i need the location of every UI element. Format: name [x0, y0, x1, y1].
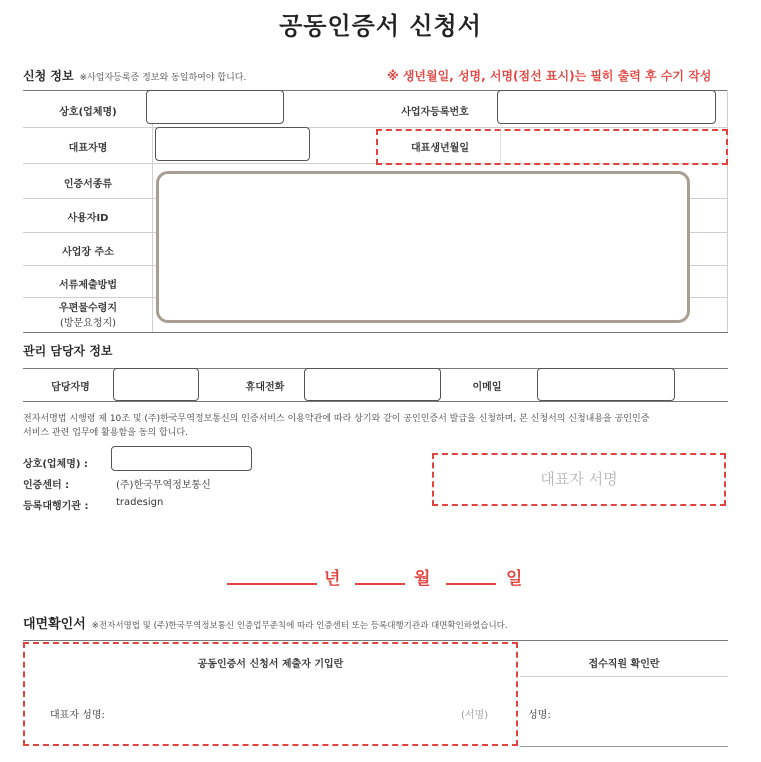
table-right-border — [727, 90, 728, 332]
year-label: 년 — [324, 569, 341, 589]
rep-birth-label: 대표생년월일 — [411, 143, 469, 154]
agency-value: tradesign — [116, 497, 164, 508]
business-no-label: 사업자등록번호 — [401, 107, 469, 118]
signature-placeholder: 대표자 서명 — [540, 470, 618, 488]
manager-phone-input[interactable] — [304, 368, 441, 401]
manager-email-input[interactable] — [537, 368, 675, 401]
consent-line-2: 서비스 관련 업무에 활용함을 동의 합니다. — [23, 428, 188, 438]
staff-title: 접수직원 확인란 — [588, 659, 660, 670]
manager-email-label: 이메일 — [472, 382, 502, 393]
submit-method-label: 서류제출방법 — [59, 280, 117, 291]
agency-label: 등록대행기관 : — [23, 501, 89, 512]
table-bottom-border — [23, 332, 728, 333]
manager-name-input[interactable] — [113, 368, 199, 401]
consent-text — [23, 412, 733, 440]
staff-name-label: 성명: — [528, 710, 551, 721]
mail-place-label: 우편물수령지 — [59, 303, 117, 314]
face-table-bottom — [520, 746, 728, 747]
manager-heading: 관리 담당자 정보 — [23, 344, 113, 358]
consent-line-1: 전자서명법 시행령 제 10조 및 (주)한국무역정보통신의 인증서비스 이용약관에 따라 상기와 같이 공인인증서 발급을 신청하며, 본 신청서의 신청내용을 공인인증 — [23, 414, 650, 424]
business-no-input[interactable] — [497, 90, 716, 124]
manager-phone-label: 휴대전화 — [245, 382, 285, 393]
application-heading-text: 신청 정보 — [23, 69, 74, 83]
day-blank[interactable] — [446, 583, 496, 585]
mail-place-sublabel: (방문요청지) — [59, 318, 117, 329]
submitter-title: 공동인증서 신청서 제출자 기입란 — [197, 659, 344, 670]
face-table-top — [23, 640, 728, 641]
details-input-area[interactable] — [156, 171, 690, 323]
representative-label: 대표자명 — [68, 143, 108, 154]
user-id-label: 사용자ID — [67, 213, 109, 224]
application-heading — [23, 67, 246, 84]
center-label: 인증센터 : — [23, 480, 70, 491]
signer-company-label: 상호(업체명) : — [23, 459, 88, 470]
face-confirm-note: ※전자서명법 및 (주)한국무역정보통신 인증업무준칙에 따라 인증센터 또는 등록대행기관과 대면확인하였습니다. — [91, 621, 508, 631]
address-label: 사업장 주소 — [62, 247, 114, 258]
face-confirm-heading — [23, 613, 508, 632]
month-label: 월 — [414, 569, 431, 589]
representative-input[interactable] — [155, 127, 310, 161]
manager-bottom-border — [23, 401, 728, 402]
face-table-divider — [520, 676, 728, 677]
month-blank[interactable] — [355, 583, 405, 585]
application-note: ※사업자등록증 정보와 동일하여야 합니다. — [79, 73, 247, 83]
day-label: 일 — [506, 569, 523, 589]
rep-birth-dashed-field[interactable] — [376, 129, 728, 165]
signer-company-input[interactable] — [111, 446, 252, 471]
table-row-divider — [23, 127, 728, 128]
face-confirm-heading-text: 대면확인서 — [23, 617, 86, 632]
company-label: 상호(업체명) — [59, 107, 117, 118]
rep-name-label: 대표자 성명: — [50, 710, 105, 721]
sign-hint: (서명) — [461, 710, 489, 721]
center-value: (주)한국무역정보통신 — [116, 480, 211, 491]
rep-birth-divider — [500, 131, 501, 163]
manager-name-label: 담당자명 — [51, 382, 90, 393]
handwrite-warning: ※ 생년월일, 성명, 서명(점선 표시)는 필히 출력 후 수기 작성 — [387, 69, 712, 83]
page-title: 공동인증서 신청서 — [279, 12, 482, 40]
company-input[interactable] — [146, 90, 284, 124]
year-blank[interactable] — [227, 583, 317, 585]
cert-type-label: 인증서종류 — [63, 179, 113, 190]
